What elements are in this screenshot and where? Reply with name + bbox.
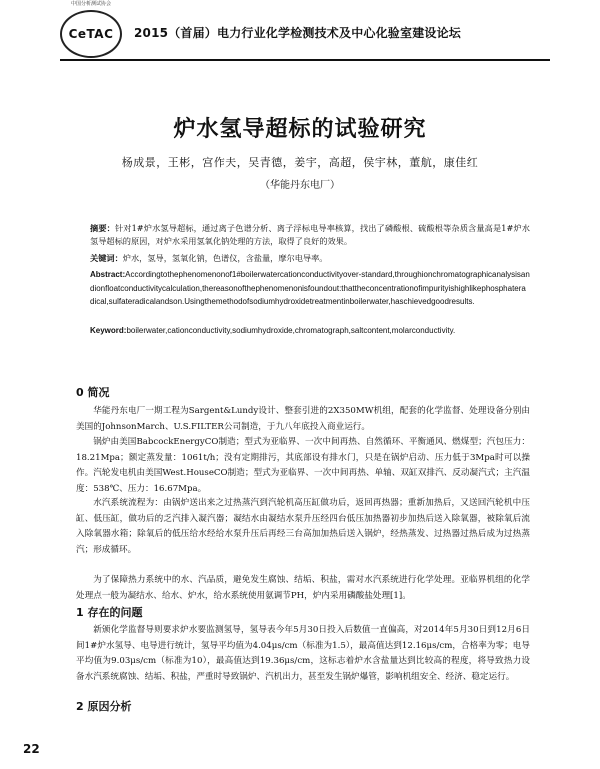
- paragraph: 华能丹东电厂一期工程为Sargent&Lundy设计、整套引进的2X350MW机组，配套的化学监督、处理设备分别由美国的JohnsonMarch、U.S.FILTER公司制造，于九八年底投入商业运行。: [76, 406, 530, 432]
- logo-subtitle: 中国分析测试协会: [70, 1, 111, 7]
- paragraph: 水汽系统流程为：由锅炉送出来之过热蒸汽到汽轮机高压缸做功后，返回再热器；重新加热后，又送回汽轮机中压缸、低压缸，做功后的乏汽排入凝汽器；凝结水由凝结水泵升压经四台低压加热器初步加热后送入除氧器，被除氧后流入除氧器水箱；除氧后的低压给水经给水泵升压后再经三台高加加热后送入锅炉，经热蒸发、过热器过热后成为过热蒸汽；形成循环。: [76, 498, 530, 555]
- author-list: 杨成景，王彬，宫作夫，吴青德，姜宇，高超，侯宇林，董航，康佳红: [121, 156, 479, 169]
- forum-title: 2015（首届）电力行业化学检测技术及中心化验室建设论坛: [134, 26, 462, 40]
- abstract-chinese: [90, 222, 530, 248]
- page-number: 22: [23, 742, 40, 756]
- section-heading-problem: 1 存在的问题: [76, 606, 143, 619]
- keywords-en-text: boilerwater,cationconductivity,sodiumhydroxide,chromatograph,saltcontent,molarconductivity.: [126, 326, 456, 335]
- page-header: [0, 0, 600, 72]
- paragraph: 为了保障热力系统中的水、汽品质，避免发生腐蚀、结垢、积盐，需对水汽系统进行化学处理。亚临界机组的化学处理点一般为凝结水、给水、炉水，给水系统使用氨调节PH，炉内采用磷酸盐处理[1]。: [76, 575, 530, 601]
- logo-text: CeTAC: [68, 27, 114, 41]
- keywords-chinese: [90, 252, 530, 265]
- section-heading-overview: 0 简况: [76, 386, 110, 399]
- paragraph: 锅炉由美国BabcockEnergyCO制造；型式为亚临界、一次中间再热、自然循环、平衡通风、燃煤型；汽包压力：18.21Mpa；额定蒸发量：1061t/h；没有定期排污，其底部设有排水门，只是在锅炉启动、压力低于3Mpa时可以操作。汽轮发电机由美国West.HouseCO制造；型式为亚临界、一次中间再热、单轴、双缸双排汽、反动凝汽式；主汽温度：538℃、压力：16.67Mpa。: [76, 437, 530, 494]
- keywords-text: 炉水，氢导，氢氧化钠，色谱仪，含盐量，摩尔电导率。: [122, 253, 328, 263]
- affiliation: （华能丹东电厂）: [260, 180, 340, 191]
- cetac-logo: [60, 10, 122, 58]
- paragraph: 新颁化学监督导则要求炉水要监测氢导，氢导表今年5月30日投入后数值一直偏高，对2014年5月30日到12月6日间1#炉水氢导、电导进行统计，氢导平均值为4.04μs/cm（标准为1.5），最高值达到12.16μs/cm，合格率为零；电导平均值为9.03μs/cm（标准为10），最高值达到19.36μs/cm，这标志着炉水含盐量达到比较高的程度，将导致热力设备水汽系统腐蚀、结垢、积盐，严重时导致锅炉、汽机出力，甚至发生锅炉爆管，影响机组安全、经济、稳定运行。: [76, 625, 530, 682]
- paper-title: 炉水氢导超标的试验研究: [173, 117, 427, 142]
- abstract-text: 针对1#炉水氢导超标，通过离子色谱分析、离子浮标电导率核算，找出了磷酸根、硫酸根等杂质含量高是1#炉水氢导超标的原因，对炉水采用氢氧化钠处理的方法，取得了良好的效果。: [90, 223, 530, 246]
- abstract-label: 摘要：: [90, 223, 115, 233]
- keywords-en-label: Keyword:: [90, 326, 127, 335]
- keywords-label: 关键词：: [90, 253, 123, 263]
- keywords-english: [90, 324, 530, 337]
- section-heading-analysis: 2 原因分析: [76, 700, 132, 713]
- abstract-english: [90, 268, 530, 309]
- abstract-en-label: Abstract:: [90, 270, 126, 279]
- header-divider: [60, 59, 550, 61]
- abstract-en-text: Accordingtothephenomenonof1#boilerwatercationconductivityover-standard,throughionchromatographicanalysisandionfloatconductivitycalculation,thereasonofthephenomenonisfoundout:thattheconcentrationofimpurityishighlikephosphateradical,sulfateradicalandson.Usingthemethodofsodiumhydroxidetreatmentinboilerwater,haschievedgoodresults.: [90, 270, 530, 306]
